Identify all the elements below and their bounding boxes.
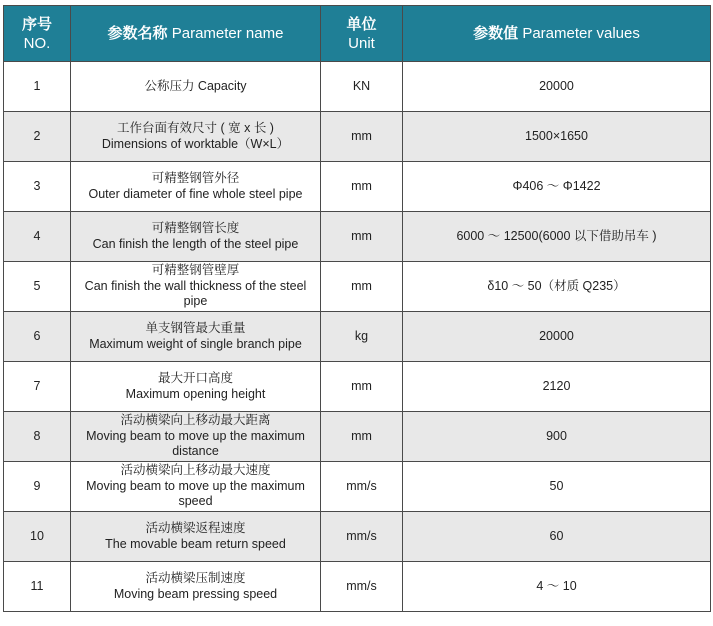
parameter-table xyxy=(3,5,711,612)
table-row xyxy=(4,162,711,212)
header-param-en: Parameter name xyxy=(171,25,284,42)
row-unit: mm/s xyxy=(321,562,403,612)
row-unit: mm xyxy=(321,412,403,462)
parameter-name-en: Can finish the wall thickness of the steel pipe xyxy=(84,278,307,309)
row-parameter xyxy=(71,262,321,312)
row-no: 2 xyxy=(4,112,71,162)
row-no: 8 xyxy=(4,412,71,462)
row-unit: mm xyxy=(321,212,403,262)
row-value: 6000 ～ 12500(6000 以下借助吊车 ) xyxy=(403,212,711,262)
parameter-name-en: Moving beam pressing speed xyxy=(113,586,278,601)
row-parameter xyxy=(71,162,321,212)
header-unit-cn: 单位 xyxy=(346,15,377,33)
parameter-name-en: Can finish the length of the steel pipe xyxy=(92,236,299,251)
table-row xyxy=(4,312,711,362)
row-unit: mm xyxy=(321,162,403,212)
parameter-name-cn: 活动横梁向上移动最大距离 xyxy=(120,413,271,428)
row-value: 900 xyxy=(403,412,711,462)
row-unit: mm/s xyxy=(321,512,403,562)
parameter-name-cn: 活动横梁返程速度 xyxy=(145,521,246,535)
row-value: 1500×1650 xyxy=(403,112,711,162)
parameter-name-cn: 活动横梁压制速度 xyxy=(145,571,246,585)
row-parameter xyxy=(71,112,321,162)
row-parameter xyxy=(71,512,321,562)
parameter-name-en: Maximum opening height xyxy=(125,386,266,401)
header-unit xyxy=(321,6,403,62)
row-parameter xyxy=(71,562,321,612)
table-row xyxy=(4,262,711,312)
row-value: 4 ～ 10 xyxy=(403,562,711,612)
row-no: 4 xyxy=(4,212,71,262)
row-value: δ10 ～ 50（材质 Q235） xyxy=(403,262,711,312)
row-unit: mm xyxy=(321,262,403,312)
row-no: 3 xyxy=(4,162,71,212)
parameter-name-cn: 工作台面有效尺寸 ( 宽 x 长 ) xyxy=(117,121,274,135)
row-value: 50 xyxy=(403,462,711,512)
parameter-name-cn: 可精整钢管长度 xyxy=(151,221,240,235)
header-param-cn: 参数名称 xyxy=(107,25,168,42)
row-parameter xyxy=(71,462,321,512)
table-row xyxy=(4,212,711,262)
row-unit: KN xyxy=(321,62,403,112)
row-unit: mm xyxy=(321,112,403,162)
parameter-name-en: Maximum weight of single branch pipe xyxy=(89,336,302,351)
header-no-cn: 序号 xyxy=(21,15,52,33)
header-value-cn: 参数值 xyxy=(473,25,519,42)
header-no xyxy=(4,6,71,62)
row-no: 7 xyxy=(4,362,71,412)
row-unit: kg xyxy=(321,312,403,362)
row-value: 2120 xyxy=(403,362,711,412)
parameter-name-en: Dimensions of worktable（W×L） xyxy=(101,136,290,151)
row-value: 60 xyxy=(403,512,711,562)
row-parameter xyxy=(71,312,321,362)
parameter-name-en: Outer diameter of fine whole steel pipe xyxy=(88,186,303,201)
row-value: 20000 xyxy=(403,312,711,362)
row-parameter xyxy=(71,62,321,112)
row-no: 9 xyxy=(4,462,71,512)
table-row xyxy=(4,62,711,112)
row-unit: mm xyxy=(321,362,403,412)
row-no: 6 xyxy=(4,312,71,362)
header-value-en: Parameter values xyxy=(522,25,640,42)
table-row xyxy=(4,512,711,562)
row-value: Φ406 ～ Φ1422 xyxy=(403,162,711,212)
table-row xyxy=(4,362,711,412)
parameter-name-cn: 公称压力 Capacity xyxy=(144,78,247,93)
header-value xyxy=(403,6,711,62)
header-no-en: NO. xyxy=(23,34,51,52)
header-param xyxy=(71,6,321,62)
parameter-name-cn: 可精整钢管壁厚 xyxy=(151,263,240,278)
header-unit-en: Unit xyxy=(348,34,375,52)
row-no: 11 xyxy=(4,562,71,612)
parameter-name-cn: 可精整钢管外径 xyxy=(151,171,240,185)
parameter-name-cn: 活动横梁向上移动最大速度 xyxy=(120,463,271,478)
parameter-name-en: Moving beam to move up the maximum distance xyxy=(86,428,305,459)
row-parameter xyxy=(71,212,321,262)
row-parameter xyxy=(71,362,321,412)
row-parameter xyxy=(71,412,321,462)
table-row xyxy=(4,112,711,162)
parameter-name-en: The movable beam return speed xyxy=(105,536,286,551)
row-no: 5 xyxy=(4,262,71,312)
row-no: 1 xyxy=(4,62,71,112)
table-header-row xyxy=(4,6,711,62)
parameter-name-cn: 单支钢管最大重量 xyxy=(145,321,246,335)
parameter-name-en: Moving beam to move up the maximum speed xyxy=(86,478,305,509)
row-unit: mm/s xyxy=(321,462,403,512)
table-row xyxy=(4,412,711,462)
parameter-name-cn: 最大开口高度 xyxy=(157,371,233,385)
table-row xyxy=(4,562,711,612)
row-no: 10 xyxy=(4,512,71,562)
table-row xyxy=(4,462,711,512)
row-value: 20000 xyxy=(403,62,711,112)
